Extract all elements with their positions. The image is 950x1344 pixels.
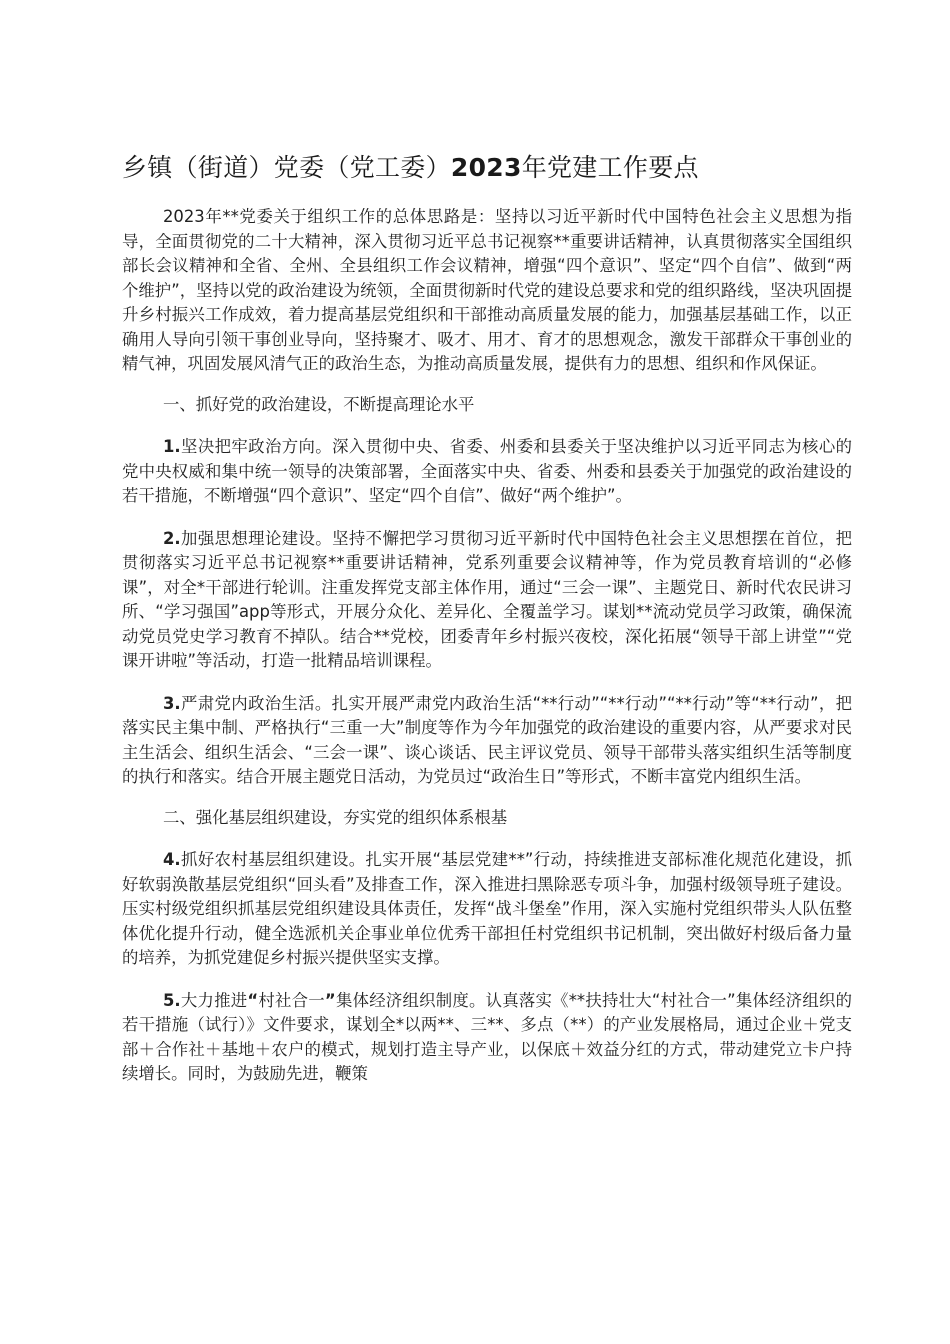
item-3-paragraph [122,692,852,790]
title-year: 2023 [450,153,522,182]
document-page [122,150,852,1087]
item-5-quote-open: “ [247,990,259,1010]
item-4-number: 4. [163,850,181,869]
intro-paragraph: 2023年**党委关于组织工作的总体思路是：坚持以习近平新时代中国特色社会主义思想为指导，全面贯彻党的二十大精神，深入贯彻习近平总书记视察**重要讲话精神，认真贯彻落实全国组织部长会议精神和全省、全州、全县组织工作会议精神，增强“四个意识”、坚定“四个自信”、做到“两个维护”，坚持以党的政治建设为统领，全面贯彻新时代党的建设总要求和党的组织路线，坚决巩固提升乡村振兴工作成效，着力提高基层党组织和干部推动高质量发展的能力，加强基层基础工作，以正确用人导向引领干事创业导向，坚持聚才、吸才、用才、育才的思想观念，激发干部群众干事创业的精气神，巩固发展风清气正的政治生态，为推动高质量发展，提供有力的思想、组织和作风保证。 [122,207,852,373]
section-1-heading: 一、抓好党的政治建设，不断提高理论水平 [163,394,475,414]
item-5-number: 5. [163,990,181,1010]
item-4-paragraph [122,848,852,971]
item-1-number: 1. [163,437,181,456]
item-1-paragraph [122,435,852,509]
item-5-paragraph [122,989,852,1087]
item-2-number: 2. [163,528,181,548]
item-3-number: 3. [163,693,181,713]
section-2-heading: 二、强化基层组织建设，夯实党的组织体系根基 [163,807,508,827]
item-5-title-a: 大力推进 [180,990,248,1010]
item-2-paragraph [122,527,852,674]
item-4-text: 抓好农村基层组织建设。扎实开展“基层党建**”行动，持续推进支部标准化规范化建设，抓好软弱涣散基层党组织“回头看”及排查工作，深入推进扫黑除恶专项斗争，加强村级领导班子建设。压实村级党组织抓基层党组织建设具体责任，发挥“战斗堡垒”作用，深入实施村党组织带头人队伍整体优化提升行动，健全选派机关企事业单位优秀干部担任村党组织书记机制，突出做好村级后备力量的培养，为抓党建促乡村振兴提供坚实支撑。 [122,850,852,967]
item-5-title-c: 集体经济组织制度。 [335,990,486,1010]
item-3-text: 严肃党内政治生活。扎实开展严肃党内政治生活“**行动”“**行动”“**行动”等“**行动”，把落实民主集中制、严格执行“三重一大”制度等作为今年加强党的政治建设的重要内容，从严要求对民主生活会、组织生活会、“三会一课”、谈心谈话、民主评议党员、领导干部带头落实组织生活等制度的执行和落实。结合开展主题党日活动，为党员过“政治生日”等形式，不断丰富党内组织生活。 [122,693,852,786]
item-5-quote-close: ” [324,990,336,1010]
item-1-text: 坚决把牢政治方向。深入贯彻中央、省委、州委和县委关于坚决维护以习近平同志为核心的党中央权威和集中统一领导的决策部署，全面落实中央、省委、州委和县委关于加强党的政治建设的若干措施，不断增强“四个意识”、坚定“四个自信”、做好“两个维护”。 [122,437,852,505]
title-suffix: 年党建工作要点 [521,153,699,182]
document-title [122,150,852,186]
item-2-text: 加强思想理论建设。坚持不懈把学习贯彻习近平新时代中国特色社会主义思想摆在首位，把贯彻落实习近平总书记视察**重要讲话精神，党系列重要会议精神等，作为党员教育培训的“必修课”，对全*干部进行轮训。注重发挥党支部主体作用，通过“三会一课”、主题党日、新时代农民讲习所、“学习强国”app等形式，开展分众化、差异化、全覆盖学习。谋划**流动党员学习政策，确保流动党员党史学习教育不掉队。结合**党校，团委青年乡村振兴夜校，深化拓展“领导干部上讲堂”“党课开讲啦”等活动，打造一批精品培训课程。 [122,528,852,670]
item-5-title-b: 村社合一 [258,990,325,1010]
title-prefix: 乡镇（街道）党委（党工委） [122,153,451,182]
item-5-text: 认真落实《**扶持壮大“村社合一”集体经济组织的若干措施（试行）》文件要求，谋划全*以两**、三**、多点（**）的产业发展格局，通过企业＋党支部＋合作社＋基地＋农户的模式，规划打造主导产业，以保底＋效益分红的方式，带动建党立卡户持续增长。同时，为鼓励先进，鞭策 [122,990,853,1083]
